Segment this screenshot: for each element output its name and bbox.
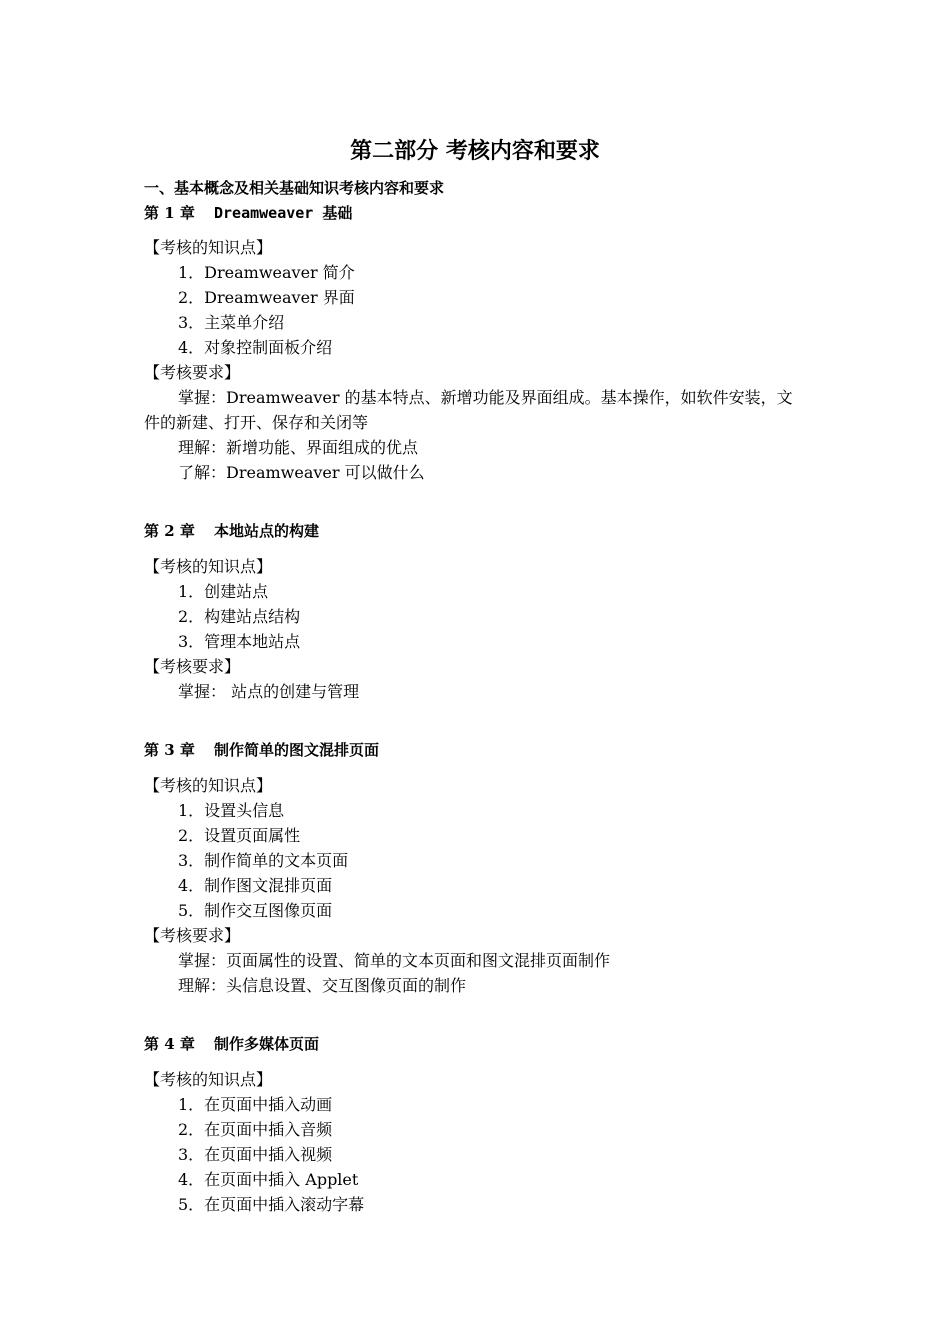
chapter-4-item: 2．在页面中插入音频 (178, 1120, 333, 1139)
chapter-1-title: Dreamweaver 基础 (213, 204, 353, 222)
chapter-1-item: 1．Dreamweaver 简介 (178, 263, 355, 282)
chapter-1-item: 2．Dreamweaver 界面 (178, 288, 355, 307)
section-heading: 一、基本概念及相关基础知识考核内容和要求 (144, 179, 445, 197)
chapter-1-requirement-label: 【考核要求】 (144, 363, 241, 382)
chapter-3-item: 3．制作简单的文本页面 (178, 851, 349, 870)
chapter-3-req-understand: 理解：头信息设置、交互图像页面的制作 (178, 976, 467, 995)
chapter-1-number: 第 1 章 (144, 204, 195, 222)
chapter-4-item: 3．在页面中插入视频 (178, 1145, 333, 1164)
chapter-2-title: 本地站点的构建 (213, 522, 319, 540)
chapter-3-knowledge-label: 【考核的知识点】 (144, 776, 273, 795)
chapter-3-heading (144, 740, 379, 760)
chapter-3-req-master: 掌握：页面属性的设置、简单的文本页面和图文混排页面制作 (178, 951, 611, 970)
chapter-1-req-master: 掌握：Dreamweaver 的基本特点、新增功能及界面组成。基本操作，如软件安装，文 (178, 388, 793, 407)
chapter-2-number: 第 2 章 (144, 522, 195, 540)
chapter-4-heading (144, 1034, 319, 1054)
chapter-1-req-know: 了解：Dreamweaver 可以做什么 (178, 463, 425, 482)
chapter-2-requirement-label: 【考核要求】 (144, 657, 241, 676)
chapter-1-req-master-cont: 件的新建、打开、保存和关闭等 (144, 413, 369, 432)
chapter-2-item: 2．构建站点结构 (178, 607, 301, 626)
chapter-1-knowledge-label: 【考核的知识点】 (144, 238, 273, 257)
chapter-1-item: 3．主菜单介绍 (178, 313, 285, 332)
chapter-4-item: 4．在页面中插入 Applet (178, 1170, 359, 1189)
chapter-1-req-understand: 理解：新增功能、界面组成的优点 (178, 438, 419, 457)
chapter-3-item: 5．制作交互图像页面 (178, 901, 333, 920)
chapter-3-requirement-label: 【考核要求】 (144, 926, 241, 945)
chapter-1-heading (144, 203, 352, 223)
chapter-2-heading (144, 521, 319, 541)
chapter-3-item: 4．制作图文混排页面 (178, 876, 333, 895)
chapter-3-item: 1．设置头信息 (178, 801, 285, 820)
page-title: 第二部分 考核内容和要求 (350, 138, 600, 164)
chapter-2-item: 3．管理本地站点 (178, 632, 301, 651)
chapter-2-req-master: 掌握： 站点的创建与管理 (178, 682, 360, 701)
chapter-4-item: 1．在页面中插入动画 (178, 1095, 333, 1114)
chapter-2-item: 1．创建站点 (178, 582, 269, 601)
chapter-3-title: 制作简单的图文混排页面 (213, 741, 379, 759)
chapter-2-knowledge-label: 【考核的知识点】 (144, 557, 273, 576)
chapter-4-item: 5．在页面中插入滚动字幕 (178, 1195, 365, 1214)
chapter-3-item: 2．设置页面属性 (178, 826, 301, 845)
chapter-4-number: 第 4 章 (144, 1035, 195, 1053)
chapter-4-knowledge-label: 【考核的知识点】 (144, 1070, 273, 1089)
chapter-1-item: 4．对象控制面板介绍 (178, 338, 333, 357)
chapter-3-number: 第 3 章 (144, 741, 195, 759)
chapter-4-title: 制作多媒体页面 (213, 1035, 319, 1053)
